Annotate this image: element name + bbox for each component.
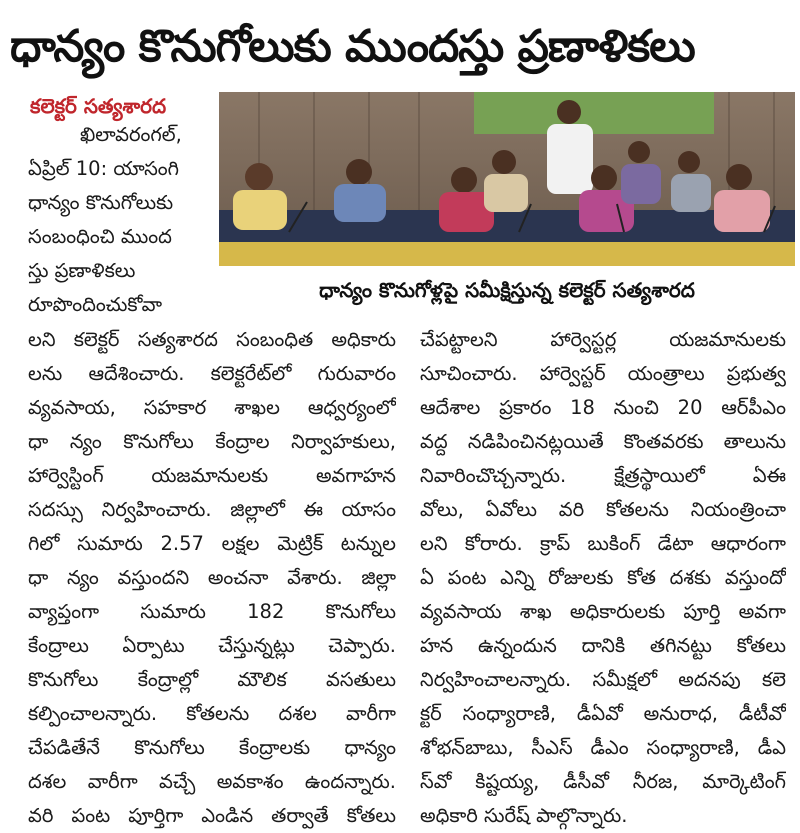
text-line: ఏ పంట ఎన్ని రోజులకు కోత దశకు వస్తుందో [420, 566, 786, 589]
text-line: ధాన్యం కొనుగోలుకు [28, 191, 174, 214]
article-byline: కలెక్టర్ సత్యశారద [30, 94, 167, 118]
text-line: దశల వారీగా వచ్చే అవకాశం ఉందన్నారు. [28, 770, 396, 793]
text-line: క్టర్ సంధ్యారాణి, డీఏవో అనురాధ, డీటీవో [420, 702, 786, 725]
text-line: అధికారి సురేష్ పాల్గొన్నారు. [420, 804, 628, 827]
text-line: వ్యవసాయ శాఖ అధికారులకు పూర్తి అవగా [420, 600, 786, 623]
text-line: కొనుగోలు కేంద్రాల్లో మౌలిక వసతులు [28, 668, 396, 691]
text-line: ఖిలావరంగల్, [80, 123, 182, 146]
text-line: లని కోరారు. క్రాప్ బుకింగ్ డేటా ఆధారంగా [420, 532, 786, 555]
previous-article-strip [0, 0, 800, 12]
text-line: నివారించొచ్చన్నారు. క్షేత్రస్థాయిలో ఏఈ [420, 464, 786, 487]
text-line: వరి పంట పూర్తిగా ఎండిన తర్వాతే కోతలు [28, 804, 396, 827]
text-line: రూపొందించుకోవా [28, 293, 163, 316]
text-line: వ్యాప్తంగా సుమారు 182 కొనుగోలు [28, 600, 396, 623]
text-line: వద్ద నడిపించినట్లయితే కొంతవరకు తాలును [420, 430, 786, 453]
text-line: వోలు, ఏవోలు వరి కోతలను నియంత్రించా [420, 498, 786, 521]
news-photo [219, 92, 795, 266]
text-line: నిర్వహించాలన్నారు. సమీక్షలో అదనపు కలె [420, 668, 786, 691]
text-line: హార్వెస్టింగ్ యజమానులకు అవగాహన [28, 464, 396, 487]
text-line: చేపడితేనే కొనుగోలు కేంద్రాలకు ధాన్యం [28, 736, 396, 759]
text-line: ధా న్యం వస్తుందని అంచనా వేశారు. జిల్లా [28, 566, 396, 589]
article-headline: ధాన్యం కొనుగోలుకు ముందస్తు ప్రణాళికలు [10, 21, 695, 72]
right-column [420, 323, 786, 833]
text-line: ధా న్యం కొనుగోలు కేంద్రాల నిర్వాహకులు, [28, 430, 396, 453]
text-line: సంబంధించి ముంద [28, 225, 172, 248]
dateline-block [28, 118, 216, 322]
text-line: హన ఉన్నందున దానికి తగినట్టు కోతలు [420, 634, 786, 657]
text-line: లను ఆదేశించారు. కలెక్టరేట్‌లో గురువారం [28, 362, 396, 385]
text-line: శోభన్‌బాబు, సీఎస్ డీఎం సంధ్యారాణి, డీఎ [420, 736, 786, 759]
text-line: ఆదేశాల ప్రకారం 18 నుంచి 20 ఆర్‌పీఎం [420, 396, 786, 419]
text-line: లని కలెక్టర్ సత్యశారద సంబంధిత అధికారు [28, 328, 396, 351]
photo-caption: ధాన్యం కొనుగోళ్లపై సమీక్షిస్తున్న కలెక్టర్ సత్యశారద [319, 278, 695, 302]
text-line: గిలో సుమారు 2.57 లక్షల మెట్రిక్ టన్నుల [28, 532, 396, 555]
text-line: స్‌వో కిష్టయ్య, డీసీవో నీరజ, మార్కెటింగ్ [420, 770, 786, 793]
text-line: సూచించారు. హార్వెస్టర్ యంత్రాలు ప్రభుత్వ [420, 362, 786, 385]
text-line: చేపట్టాలని హార్వెస్టర్ల యజమానులకు [420, 328, 786, 351]
left-column [28, 323, 396, 833]
text-line: కల్పించాలన్నారు. కోతలను దశల వారీగా [28, 702, 396, 725]
text-line: వ్యవసాయ, సహకార శాఖల ఆధ్వర్యంలో [28, 396, 396, 419]
text-line: కేంద్రాలు ఏర్పాటు చేస్తున్నట్లు చెప్పారు. [28, 634, 396, 657]
text-line: స్తు ప్రణాళికలు [28, 259, 136, 282]
text-line: ఏప్రిల్ 10: యాసంగి [28, 157, 180, 180]
text-line: సదస్సు నిర్వహించారు. జిల్లాలో ఈ యాసం [28, 498, 396, 521]
